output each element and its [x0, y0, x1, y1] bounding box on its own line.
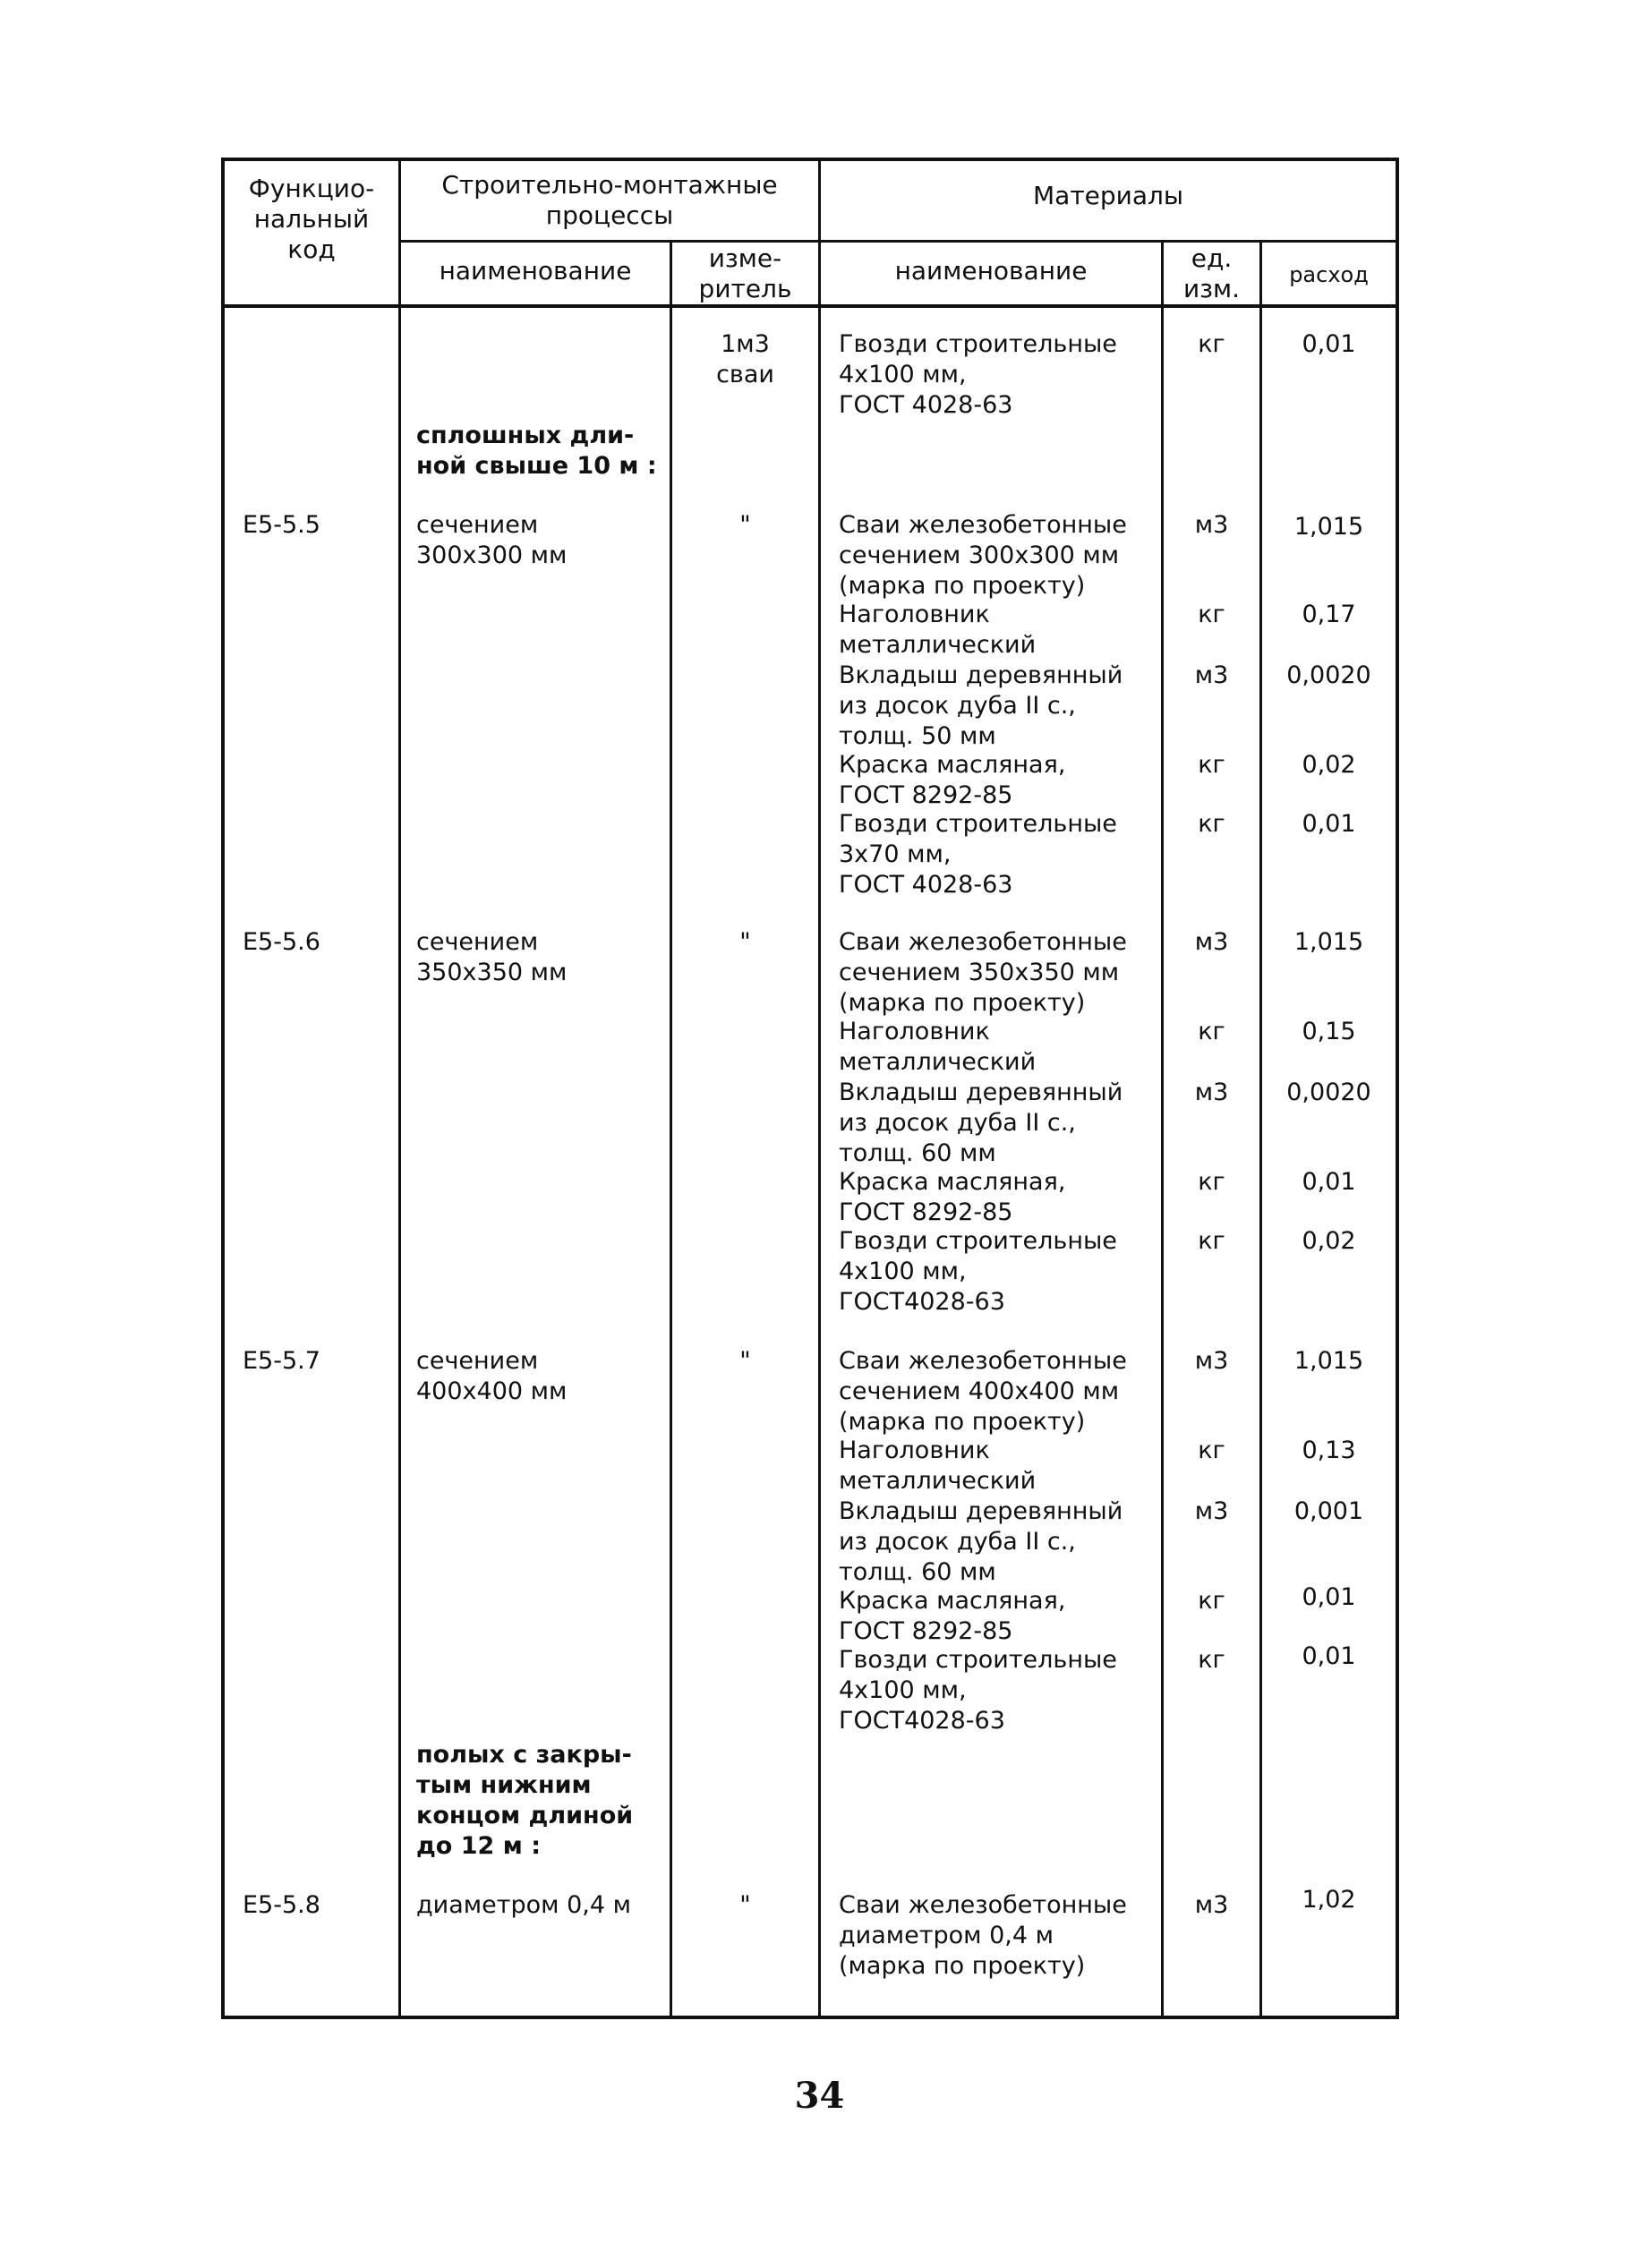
header-material-rate: расход	[1289, 262, 1369, 287]
row3-name: сечением 400х400 мм	[416, 1347, 568, 1405]
row3-m2-rate: 0,13	[1302, 1437, 1356, 1464]
row4-name: диаметром 0,4 м	[416, 1891, 631, 1919]
row3-m5-name: Гвозди строительные 4х100 мм, ГОСТ4028-63	[839, 1646, 1117, 1735]
row3-m1-rate: 1,015	[1293, 1347, 1364, 1375]
row2-m2-unit: кг	[1198, 1018, 1225, 1045]
row3-m2-name: Наголовник металлический	[839, 1437, 1037, 1495]
group-heading-hollow: полых с закры- тым нижним концом длиной до 12 м :	[416, 1741, 634, 1860]
row0-unit: 1м3 сваи	[716, 330, 774, 388]
row1-code: Е5-5.5	[243, 511, 320, 539]
row1-unit: "	[739, 511, 751, 539]
row2-m3-rate: 0,0020	[1286, 1079, 1371, 1106]
row1-m5-unit: кг	[1198, 810, 1225, 838]
row2-unit: "	[739, 928, 751, 956]
row1-m1-rate: 1,015	[1293, 513, 1364, 541]
row3-m3-rate: 0,001	[1293, 1497, 1364, 1525]
row3-m2-unit: кг	[1198, 1437, 1225, 1464]
row2-m2-name: Наголовник металлический	[839, 1018, 1037, 1076]
header-process-unit: изме- ритель	[698, 243, 792, 303]
row2-m5-name: Гвозди строительные 4х100 мм, ГОСТ4028-63	[839, 1227, 1117, 1316]
row1-m4-unit: кг	[1198, 751, 1225, 779]
row3-m4-rate: 0,01	[1302, 1583, 1356, 1611]
row1-m5-rate: 0,01	[1302, 810, 1356, 838]
row0-material-name: Гвозди строительные 4х100 мм, ГОСТ 4028-63	[839, 330, 1117, 419]
col-divider-material-unit	[1259, 242, 1262, 2016]
row3-m3-name: Вкладыш деревянный из досок дуба II с., толщ. 60 мм	[839, 1497, 1123, 1586]
row4-m1-name: Сваи железобетонные диаметром 0,4 м (марка по проекту)	[839, 1891, 1127, 1980]
row2-m4-name: Краска масляная, ГОСТ 8292-85	[839, 1168, 1066, 1226]
row2-m3-name: Вкладыш деревянный из досок дуба II с., толщ. 60 мм	[839, 1079, 1123, 1167]
row1-m2-name: Наголовник металлический	[839, 601, 1037, 659]
row1-m4-name: Краска масляная, ГОСТ 8292-85	[839, 751, 1066, 809]
row0-material-unit: кг	[1198, 330, 1225, 358]
row4-code: Е5-5.8	[243, 1891, 320, 1919]
row1-name: сечением 300х300 мм	[416, 511, 568, 569]
row2-m5-rate: 0,02	[1302, 1227, 1356, 1255]
row2-m5-unit: кг	[1198, 1227, 1225, 1255]
row1-m1-unit: м3	[1194, 511, 1229, 539]
header-materials-group: Материалы	[1033, 181, 1183, 210]
row3-unit: "	[739, 1347, 751, 1375]
row0-material-rate: 0,01	[1302, 330, 1356, 358]
row2-m4-rate: 0,01	[1302, 1168, 1356, 1196]
row3-m4-name: Краска масляная, ГОСТ 8292-85	[839, 1587, 1066, 1645]
row3-m3-unit: м3	[1194, 1497, 1229, 1525]
header-process-name: наименование	[439, 256, 632, 286]
col-divider-process-name	[670, 242, 672, 2016]
row4-m1-rate: 1,02	[1302, 1886, 1356, 1914]
materials-table	[221, 158, 1399, 2019]
row3-m1-name: Сваи железобетонные сечением 400х400 мм (марка по проекту)	[839, 1347, 1127, 1436]
row2-name: сечением 350х350 мм	[416, 928, 568, 986]
row2-m3-unit: м3	[1194, 1079, 1229, 1106]
header-subdivider	[398, 240, 1396, 243]
row1-m3-name: Вкладыш деревянный из досок дуба II с., толщ. 50 мм	[839, 661, 1123, 750]
row3-m5-unit: кг	[1198, 1646, 1225, 1674]
group-heading-solid: сплошных дли- ной свыше 10 м :	[416, 422, 657, 480]
row1-m3-rate: 0,0020	[1286, 661, 1371, 689]
row1-m3-unit: м3	[1194, 661, 1229, 689]
row1-m4-rate: 0,02	[1302, 751, 1356, 779]
row1-m2-unit: кг	[1198, 601, 1225, 628]
header-process-group: Строительно-монтажные процессы	[441, 170, 778, 230]
col-divider-process-unit	[818, 161, 821, 2016]
row2-m4-unit: кг	[1198, 1168, 1225, 1196]
header-material-name: наименование	[894, 256, 1088, 286]
row2-m1-rate: 1,015	[1293, 928, 1364, 956]
header-bottom-border	[225, 304, 1396, 308]
row4-unit: "	[739, 1891, 751, 1919]
row1-m5-name: Гвозди строительные 3х70 мм, ГОСТ 4028-63	[839, 810, 1117, 899]
row2-code: Е5-5.6	[243, 928, 320, 956]
row2-m2-rate: 0,15	[1302, 1018, 1356, 1045]
row1-m1-name: Сваи железобетонные сечением 300х300 мм (марка по проекту)	[839, 511, 1127, 600]
row1-m2-rate: 0,17	[1302, 601, 1356, 628]
row3-m4-unit: кг	[1198, 1587, 1225, 1615]
row3-code: Е5-5.7	[243, 1347, 320, 1375]
col-divider-code	[398, 161, 401, 2016]
header-code: Функцио- нальный код	[248, 174, 375, 264]
row2-m1-unit: м3	[1194, 928, 1229, 956]
row4-m1-unit: м3	[1194, 1891, 1229, 1919]
row3-m1-unit: м3	[1194, 1347, 1229, 1375]
row2-m1-name: Сваи железобетонные сечением 350х350 мм (марка по проекту)	[839, 928, 1127, 1017]
page-number: 34	[794, 2075, 845, 2117]
col-divider-material-name	[1161, 242, 1164, 2016]
header-material-unit: ед. изм.	[1182, 243, 1241, 303]
row3-m5-rate: 0,01	[1302, 1642, 1356, 1670]
